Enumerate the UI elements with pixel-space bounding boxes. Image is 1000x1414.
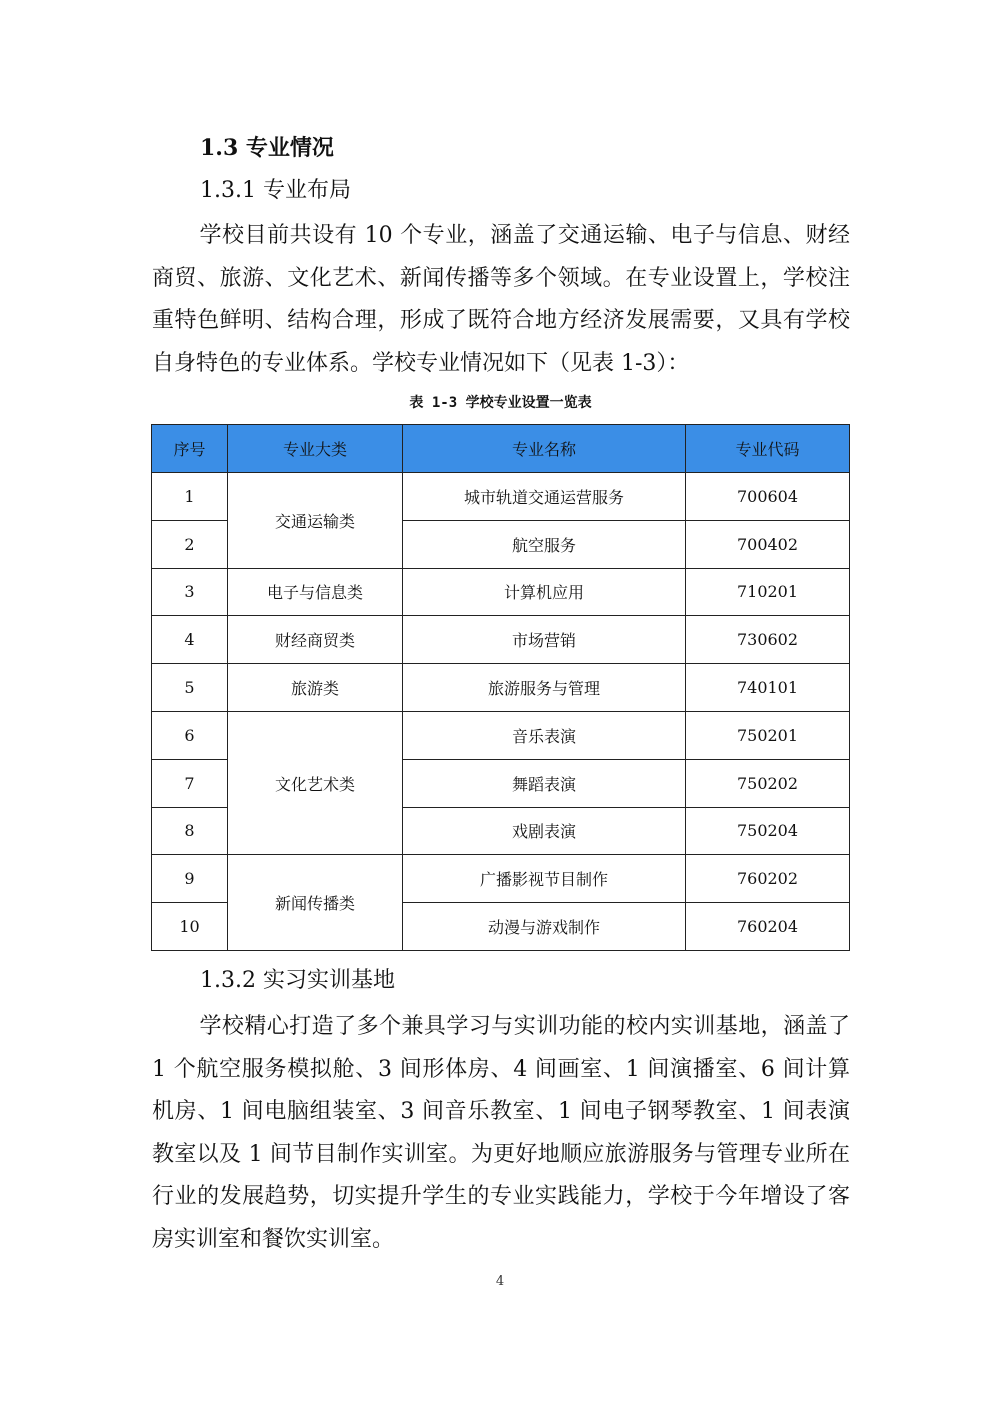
table-row	[152, 568, 850, 616]
paragraph-major-layout	[152, 215, 850, 385]
cell-no: 3	[152, 568, 228, 616]
cell-no: 5	[152, 664, 228, 712]
cell-major-name: 计算机应用	[403, 568, 686, 616]
cell-major-name: 舞蹈表演	[403, 759, 686, 807]
cell-category: 交通运输类	[228, 473, 403, 569]
cell-no: 7	[152, 759, 228, 807]
cell-no: 4	[152, 616, 228, 664]
cell-no: 6	[152, 711, 228, 759]
cell-major-name: 航空服务	[403, 520, 686, 568]
cell-no: 2	[152, 520, 228, 568]
cell-major-code: 710201	[686, 568, 850, 616]
cell-major-name: 市场营销	[403, 616, 686, 664]
section-heading: 1.3 专业情况	[200, 135, 334, 161]
cell-category: 旅游类	[228, 664, 403, 712]
cell-major-name: 动漫与游戏制作	[403, 903, 686, 951]
cell-major-name: 广播影视节目制作	[403, 855, 686, 903]
table-row	[152, 616, 850, 664]
cell-major-name: 音乐表演	[403, 711, 686, 759]
subsection-heading-layout: 1.3.1 专业布局	[200, 178, 351, 203]
cell-major-name: 旅游服务与管理	[403, 664, 686, 712]
table-row	[152, 711, 850, 759]
cell-category: 文化艺术类	[228, 711, 403, 854]
paragraph-text: 学校目前共设有 10 个专业，涵盖了交通运输、电子与信息、财经商贸、旅游、文化艺术、新闻传播等多个领域。在专业设置上，学校注重特色鲜明、结构合理，形成了既符合地方经济发展需要，又具有学校自身特色的专业体系。学校专业情况如下（见表 1-3）：	[152, 223, 850, 376]
table-caption: 表 1-3 学校专业设置一览表	[409, 395, 592, 411]
cell-major-code: 760204	[686, 903, 850, 951]
header-cell-category: 专业大类	[228, 425, 403, 473]
paragraph-training-bases	[152, 1006, 850, 1261]
subsection-heading-training: 1.3.2 实习实训基地	[200, 968, 395, 993]
cell-category: 财经商贸类	[228, 616, 403, 664]
table-body	[152, 473, 850, 951]
cell-major-code: 750204	[686, 807, 850, 855]
cell-category: 电子与信息类	[228, 568, 403, 616]
cell-no: 9	[152, 855, 228, 903]
cell-major-name: 戏剧表演	[403, 807, 686, 855]
table-row	[152, 855, 850, 903]
header-cell-name: 专业名称	[403, 425, 686, 473]
cell-major-code: 700402	[686, 520, 850, 568]
cell-major-code: 700604	[686, 473, 850, 521]
cell-major-name: 城市轨道交通运营服务	[403, 473, 686, 521]
cell-major-code: 750201	[686, 711, 850, 759]
table-row	[152, 473, 850, 521]
cell-no: 10	[152, 903, 228, 951]
table-row	[152, 664, 850, 712]
cell-category: 新闻传播类	[228, 855, 403, 951]
paragraph-text: 学校精心打造了多个兼具学习与实训功能的校内实训基地，涵盖了 1 个航空服务模拟舱、3 间形体房、4 间画室、1 间演播室、6 间计算机房、1 间电脑组装室、3 间音乐教室、1 间电子钢琴教室、1 间表演教室以及 1 间节目制作实训室。为更好地顺应旅游服务与管理专业所在行业的发展趋势，切实提升学生的专业实践能力，学校于今年增设了客房实训室和餐饮实训室。	[152, 1014, 850, 1252]
cell-major-code: 760202	[686, 855, 850, 903]
header-cell-code: 专业代码	[686, 425, 850, 473]
page-number: 4	[495, 1274, 505, 1289]
cell-no: 1	[152, 473, 228, 521]
cell-no: 8	[152, 807, 228, 855]
header-cell-no: 序号	[152, 425, 228, 473]
cell-major-code: 750202	[686, 759, 850, 807]
cell-major-code: 730602	[686, 616, 850, 664]
cell-major-code: 740101	[686, 664, 850, 712]
table-header-row	[152, 425, 850, 473]
majors-table	[151, 424, 850, 951]
